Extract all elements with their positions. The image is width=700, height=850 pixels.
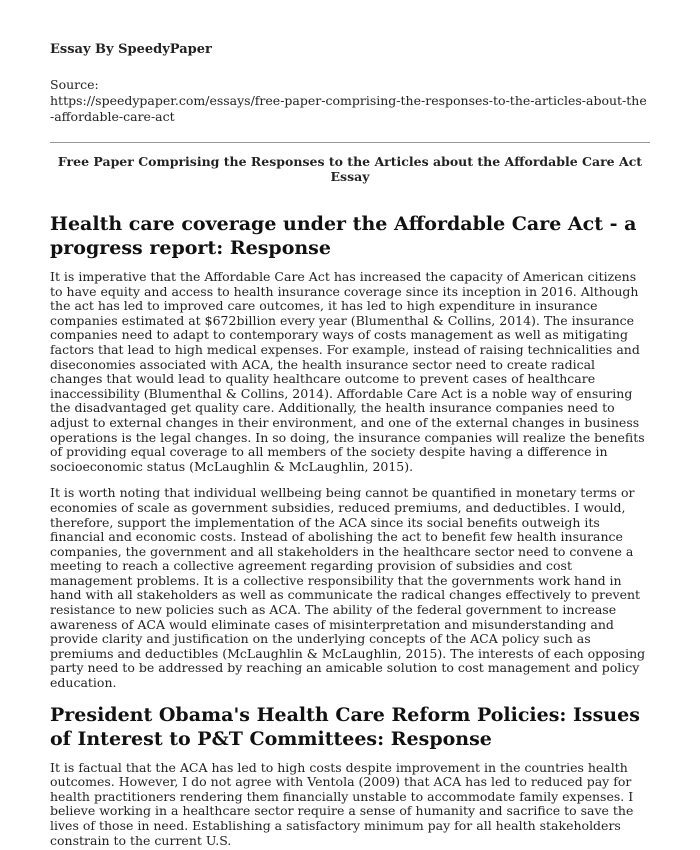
source-label: Source: xyxy=(50,77,99,92)
section-heading: Health care coverage under the Affordable Care Act - a progress report: Response xyxy=(50,213,637,259)
paragraph: It is worth noting that individual wellbeing being cannot be quantified in monetary terms or economies of scale as government subsidies, reduced premiums, and deductibles. I would, therefore, support the implementation of the ACA since its social benefits outweigh its financial and economic costs. Instead of abolishing the act to benefit few health insurance companies, the government and all stakeholders in the healthcare sector need to convene a meeting to reach a collective agreement regarding provision of subsidies and cost management problems. It is a collective responsibility that the governments work hand in hand with all stakeholders as well as communicate the radical changes effectively to prevent resistance to new policies such as ACA. The ability of the federal government to increase awareness of ACA would eliminate cases of misinterpretation and misunderstanding and provide clarity and justification on the underlying concepts of the ACA policy such as premiums and deductibles (McLaughlin & McLaughlin, 2015). The interests of each opposing party need to be addressed by reaching an amicable solution to cost management and policy education. xyxy=(50,485,646,691)
brand-label: Essay By SpeedyPaper xyxy=(50,42,212,57)
paragraph: It is factual that the ACA has led to high costs despite improvement in the countries health outcomes. However, I do not agree with Ventola (2009) that ACA has led to reduced pay for health practitioners rendering them financially unstable to accommodate family expenses. I believe working in a healthcare sector require a sense of humanity and sacrifice to save the lives of those in need. Establishing a satisfactory minimum pay for all health stakeholders constrain to the current U.S. xyxy=(50,759,634,848)
divider xyxy=(50,142,650,143)
paragraph: It is imperative that the Affordable Care Act has increased the capacity of American citizens to have equity and access to health insurance coverage since its inception in 2016. Although the act has led to improved care outcomes, it has led to high expenditure in insurance companies estimated at $672billion every year (Blumenthal & Collins, 2014). The insurance companies need to adapt to contemporary ways of costs management as well as mitigating factors that lead to high medical expenses. For example, instead of raising technicalities and diseconomies associated with ACA, the health insurance sector need to create radical changes that would lead to quality healthcare outcome to prevent cases of healthcare inaccessibility (Blumenthal & Collins, 2014). Affordable Care Act is a noble way of ensuring the disadvantaged get quality care. Additionally, the health insurance companies need to adjust to external changes in their environment, and one of the external changes in business operations is the legal changes. In so doing, the insurance companies will realize the benefits of providing equal coverage to all members of the society despite having a difference in socioeconomic status (McLaughlin & McLaughlin, 2015). xyxy=(50,269,645,474)
essay-title: Free Paper Comprising the Responses to the Articles about the Affordable Care Act Essay xyxy=(57,154,643,184)
section-heading: President Obama's Health Care Reform Policies: Issues of Interest to P&T Committees: Response xyxy=(50,703,640,750)
source-url[interactable]: https://speedypaper.com/essays/free-paper-comprising-the-responses-to-the-articles-about-the-affordable-care-act xyxy=(50,93,647,124)
